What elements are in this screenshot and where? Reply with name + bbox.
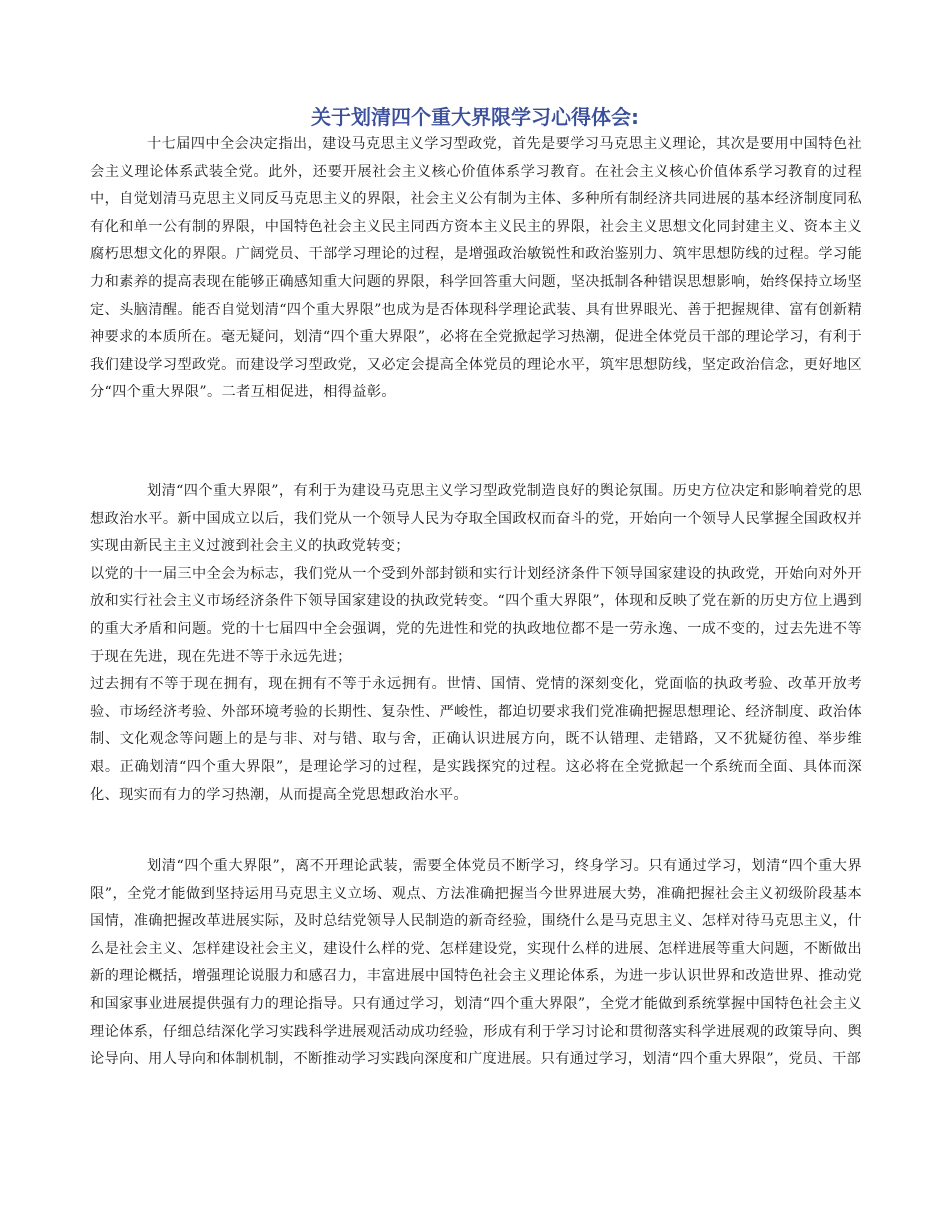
paragraph-2-part-1: 划清“四个重大界限”，有利于为建设马克思主义学习型政党制造良好的舆论氛围。历史方位决定和影响着党的思想政治水平。新中国成立以后，我们党从一个领导人民为夺取全国政权而奋斗的党，开始向一个领导人民掌握全国政权并实现由新民主主义过渡到社会主义的执政党转变； <box>90 483 862 555</box>
paragraph-3: 划清“四个重大界限”，离不开理论武装，需要全体党员不断学习，终身学习。只有通过学习，划清“四个重大界限”，全党才能做到坚持运用马克思主义立场、观点、方法准确把握当今世界进展大势，准确把握社会主义初级阶段基本国情，准确把握改革进展实际，及时总结党领导人民制造的新奇经验，围绕什么是马克思主义、怎样对待马克思主义，什么是社会主义、怎样建设社会主义，建设什么样的党、怎样建设党，实现什么样的进展、怎样进展等重大问题，不断做出新的理论概括，增强理论说服力和感召力，丰富进展中国特色社会主义理论体系，为进一步认识世界和改造世界、推动党和国家事业进展提供强有力的理论指导。只有通过学习，划清“四个重大界限”，全党才能做到系统掌握中国特色社会主义理论体系，仔细总结深化学习实践科学进展观活动成功经验，形成有利于学习讨论和贯彻落实科学进展观的政策导向、舆论导向、用人导向和体制机制，不断推动学习实践向深度和广度进展。只有通过学习，划清“四个重大界限”，党员、干部 <box>90 858 862 1068</box>
document-title: 关于划清四个重大界限学习心得体会: <box>311 105 639 129</box>
paragraph-1: 十七届四中全会决定指出，建设马克思主义学习型政党，首先是要学习马克思主义理论，其次是要用中国特色社会主义理论体系武装全党。此外，还要开展社会主义核心价值体系学习教育。在社会主义核心价值体系学习教育的过程中，自觉划清马克思主义同反马克思主义的界限，社会主义公有制为主体、多种所有制经济共同进展的基本经济制度同私有化和单一公有制的界限，中国特色社会主义民主同西方资本主义民主的界限，社会主义思想文化同封建主义、资本主义腐朽思想文化的界限。广阔党员、干部学习理论的过程，是增强政治敏锐性和政治鉴别力、筑牢思想防线的过程。学习能力和素养的提高表现在能够正确感知重大问题的界限，科学回答重大问题，坚决抵制各种错误思想影响，始终保持立场坚定、头脑清醒。能否自觉划清“四个重大界限”也成为是否体现科学理论武装、具有世界眼光、善于把握规律、富有创新精神要求的本质所在。毫无疑问，划清“四个重大界限”，必将在全党掀起学习热潮，促进全体党员干部的理论学习，有利于我们建设学习型政党。而建设学习型政党，又必定会提高全体党员的理论水平，筑牢思想防线，坚定政治信念，更好地区分“四个重大界限”。二者互相促进，相得益彰。 <box>90 136 862 401</box>
paragraph-2 <box>90 478 862 809</box>
paragraph-2-part-2: 以党的十一届三中全会为标志，我们党从一个受到外部封锁和实行计划经济条件下领导国家建设的执政党，开始向对外开放和实行社会主义市场经济条件下领导国家建设的执政党转变。“四个重大界限”，体现和反映了党在新的历史方位上遇到的重大矛盾和问题。党的十七届四中全会强调，党的先进性和党的执政地位都不是一劳永逸、一成不变的，过去先进不等于现在先进，现在先进不等于永远先进； <box>90 565 862 665</box>
paragraph-2-part-3: 过去拥有不等于现在拥有，现在拥有不等于永远拥有。世情、国情、党情的深刻变化，党面临的执政考验、改革开放考验、市场经济考验、外部环境考验的长期性、复杂性、严峻性，都迫切要求我们党准确把握思想理论、经济制度、政治体制、文化观念等问题上的是与非、对与错、取与舍，正确认识进展方向，既不认错理、走错路，又不犹疑彷徨、举步维艰。正确划清“四个重大界限”，是理论学习的过程，是实践探究的过程。这必将在全党掀起一个系统而全面、具体而深化、现实而有力的学习热潮，从而提高全党思想政治水平。 <box>90 676 862 803</box>
